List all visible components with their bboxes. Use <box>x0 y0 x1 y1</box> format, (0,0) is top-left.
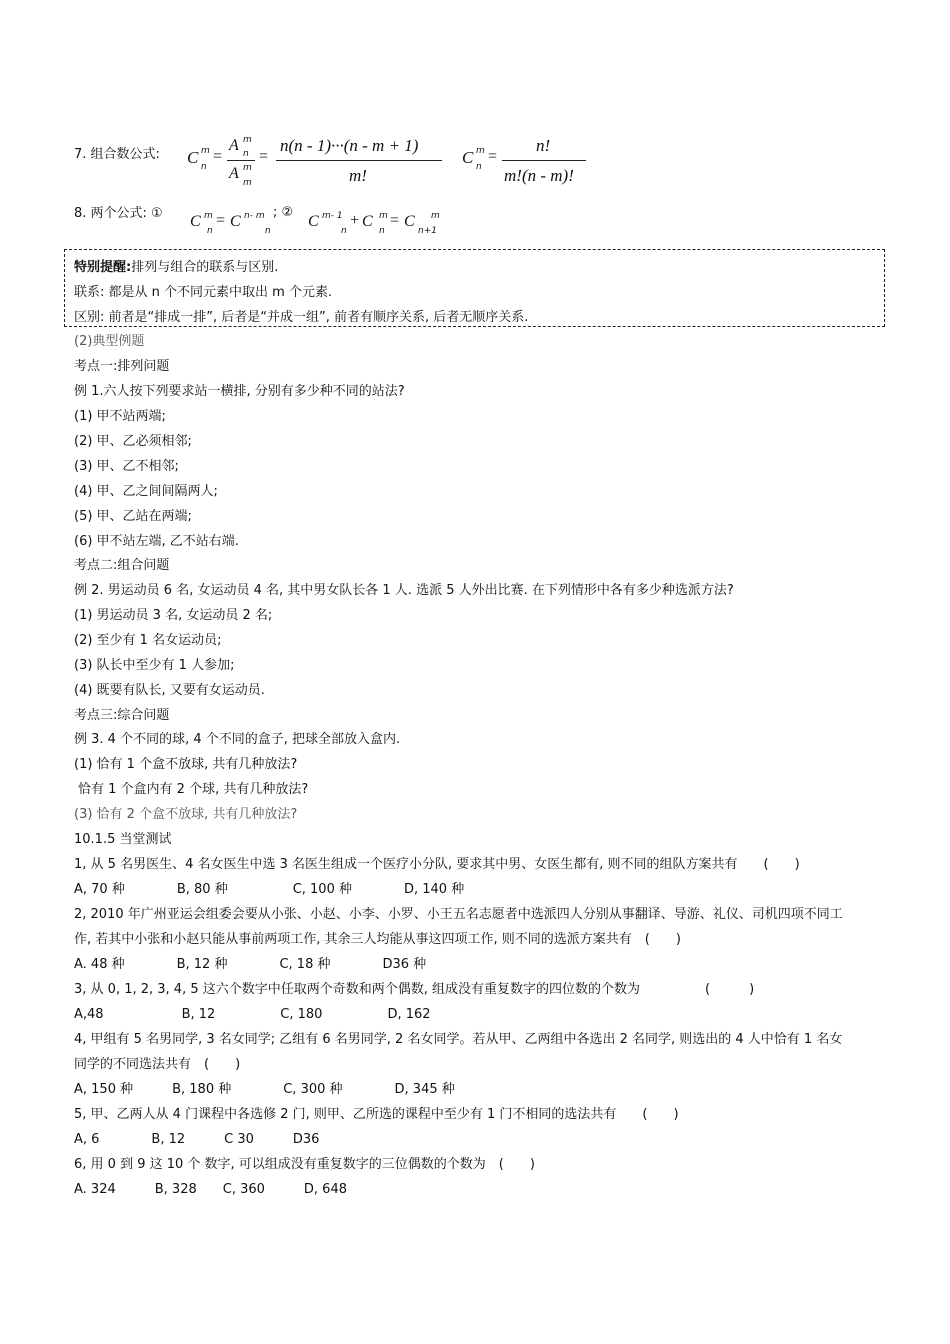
sup-m: m <box>201 146 210 156</box>
combination-symbol: C <box>362 213 373 230</box>
combination-symbol: C <box>187 148 199 167</box>
question-2-continued: 作, 若其中小张和小赵只能从事前两项工作, 其余三人均能从事这四项工作, 则不同的选派方案共有 ( ) <box>74 932 681 947</box>
list-item: (3) 恰有 2 个盒不放球, 共有几种放法? <box>74 807 298 822</box>
sup-n-minus-m: n- m <box>244 211 265 221</box>
list-item: (6) 甲不站左端, 乙不站右端. <box>74 534 239 549</box>
equals-sign: = <box>390 212 400 229</box>
combination-symbol: C <box>462 148 474 167</box>
combination-symbol: C <box>404 213 415 230</box>
answer-options-1: A, 70 种 B, 80 种 C, 100 种 D, 140 种 <box>74 882 465 897</box>
note-title: 特别提醒: <box>74 260 132 275</box>
sub-n: n <box>379 226 385 236</box>
combination-symbol: C <box>308 213 319 230</box>
arrangement-numerator: A <box>229 137 239 154</box>
note-line-3: 区别: 前者是“排成一排”, 后者是“并成一组”, 前者有顺序关系, 后者无顺序关系. <box>74 310 529 325</box>
example-question: 例 1.六人按下列要求站一横排, 分别有多少种不同的站法? <box>74 384 405 399</box>
equals-sign: = <box>488 148 498 165</box>
question-1: 1, 从 5 名男医生、4 名女医生中选 3 名医生组成一个医疗小分队, 要求其中男、女医生都有, 则不同的组队方案共有 ( ) <box>74 857 800 872</box>
topic-heading: 考点三:综合问题 <box>74 708 170 723</box>
fraction-bar <box>276 160 442 161</box>
list-item: (1) 甲不站两端; <box>74 409 166 424</box>
topic-heading: 考点二:组合问题 <box>74 558 170 573</box>
numerator-product: n(n - 1)···(n - m + 1) <box>280 136 419 155</box>
topic-heading: 考点一:排列问题 <box>74 359 170 374</box>
question-4: 4, 甲组有 5 名男同学, 3 名女同学; 乙组有 6 名男同学, 2 名女同学。若从甲、乙两组中各选出 2 名同学, 则选出的 4 人中恰有 1 名女 <box>74 1032 843 1047</box>
answer-options-2: A. 48 种 B, 12 种 C, 18 种 D36 种 <box>74 957 427 972</box>
list-item: 恰有 1 个盒内有 2 个球, 共有几种放法? <box>78 782 309 797</box>
equals-sign: = <box>216 212 226 229</box>
sub-n-plus-1: n+1 <box>418 226 437 236</box>
sup-m: m <box>243 163 252 173</box>
sub-n: n <box>207 226 213 236</box>
list-item: (3) 甲、乙不相邻; <box>74 459 179 474</box>
sup-m: m <box>379 211 388 221</box>
question-6: 6, 用 0 到 9 这 10 个 数字, 可以组成没有重复数字的三位偶数的个数为 ( ) <box>74 1157 535 1172</box>
list-item: (4) 既要有队长, 又要有女运动员. <box>74 683 265 698</box>
note-line-1 <box>74 259 278 277</box>
equals-sign: = <box>213 148 223 165</box>
combination-symbol: C <box>190 213 201 230</box>
formula8-label: 8. 两个公式: ① <box>74 206 163 221</box>
combination-symbol: C <box>230 213 241 230</box>
fraction-bar <box>227 160 255 161</box>
sub-n: n <box>201 162 207 172</box>
sup-m-minus-1: m- 1 <box>322 211 343 221</box>
sub-n: n <box>243 149 249 159</box>
note-line-2: 联系: 都是从 n 个不同元素中取出 m 个元素. <box>74 285 333 300</box>
sub-n: n <box>265 226 271 236</box>
question-3: 3, 从 0, 1, 2, 3, 4, 5 这六个数字中任取两个奇数和两个偶数, 组成没有重复数字的四位数的个数为 ( ) <box>74 982 755 997</box>
example-question: 例 2. 男运动员 6 名, 女运动员 4 名, 其中男女队长各 1 人. 选派 5 人外出比赛. 在下列情形中各有多少种选派方法? <box>74 583 734 598</box>
question-4-continued: 同学的不同选法共有 ( ) <box>74 1057 241 1072</box>
question-5: 5, 甲、乙两人从 4 门课程中各选修 2 门, 则甲、乙所选的课程中至少有 1 门不相同的选法共有 ( ) <box>74 1107 679 1122</box>
fraction-bar <box>502 160 586 161</box>
numerator-n-factorial: n! <box>536 136 551 155</box>
sub-m: m <box>243 178 252 188</box>
sup-m: m <box>243 135 252 145</box>
answer-options-5: A, 6 B, 12 C 30 D36 <box>74 1132 320 1147</box>
answer-options-6: A. 324 B, 328 C, 360 D, 648 <box>74 1182 347 1197</box>
list-item: (1) 恰有 1 个盒不放球, 共有几种放法? <box>74 757 298 772</box>
sup-m: m <box>431 211 440 221</box>
list-item: (1) 男运动员 3 名, 女运动员 2 名; <box>74 608 273 623</box>
answer-options-3: A,48 B, 12 C, 180 D, 162 <box>74 1007 431 1022</box>
denominator-factorial: m! <box>349 166 367 185</box>
section-heading: (2)典型例题 <box>74 334 145 349</box>
equals-sign: = <box>259 148 269 165</box>
list-item: (2) 至少有 1 名女运动员; <box>74 633 222 648</box>
list-item: (4) 甲、乙之间间隔两人; <box>74 484 218 499</box>
question-2: 2, 2010 年广州亚运会组委会要从小张、小赵、小李、小罗、小王五名志愿者中选派四人分别从事翻译、导游、礼仪、司机四项不同工 <box>74 907 843 922</box>
section-heading: 10.1.5 当堂测试 <box>74 832 172 847</box>
list-item: (2) 甲、乙必须相邻; <box>74 434 192 449</box>
note-title-rest: 排列与组合的联系与区别. <box>131 260 279 275</box>
denominator-factorials: m!(n - m)! <box>504 166 574 185</box>
sub-n: n <box>341 226 347 236</box>
arrangement-denominator: A <box>229 165 239 182</box>
sup-m: m <box>204 211 213 221</box>
example-question: 例 3. 4 个不同的球, 4 个不同的盒子, 把球全部放入盒内. <box>74 732 401 747</box>
separator-circled-two: ; ② <box>273 205 294 220</box>
plus-sign: + <box>350 212 360 229</box>
list-item: (3) 队长中至少有 1 人参加; <box>74 658 235 673</box>
answer-options-4: A, 150 种 B, 180 种 C, 300 种 D, 345 种 <box>74 1082 455 1097</box>
sup-m: m <box>476 146 485 156</box>
list-item: (5) 甲、乙站在两端; <box>74 509 192 524</box>
formula7-label: 7. 组合数公式: <box>74 147 160 162</box>
sub-n: n <box>476 162 482 172</box>
